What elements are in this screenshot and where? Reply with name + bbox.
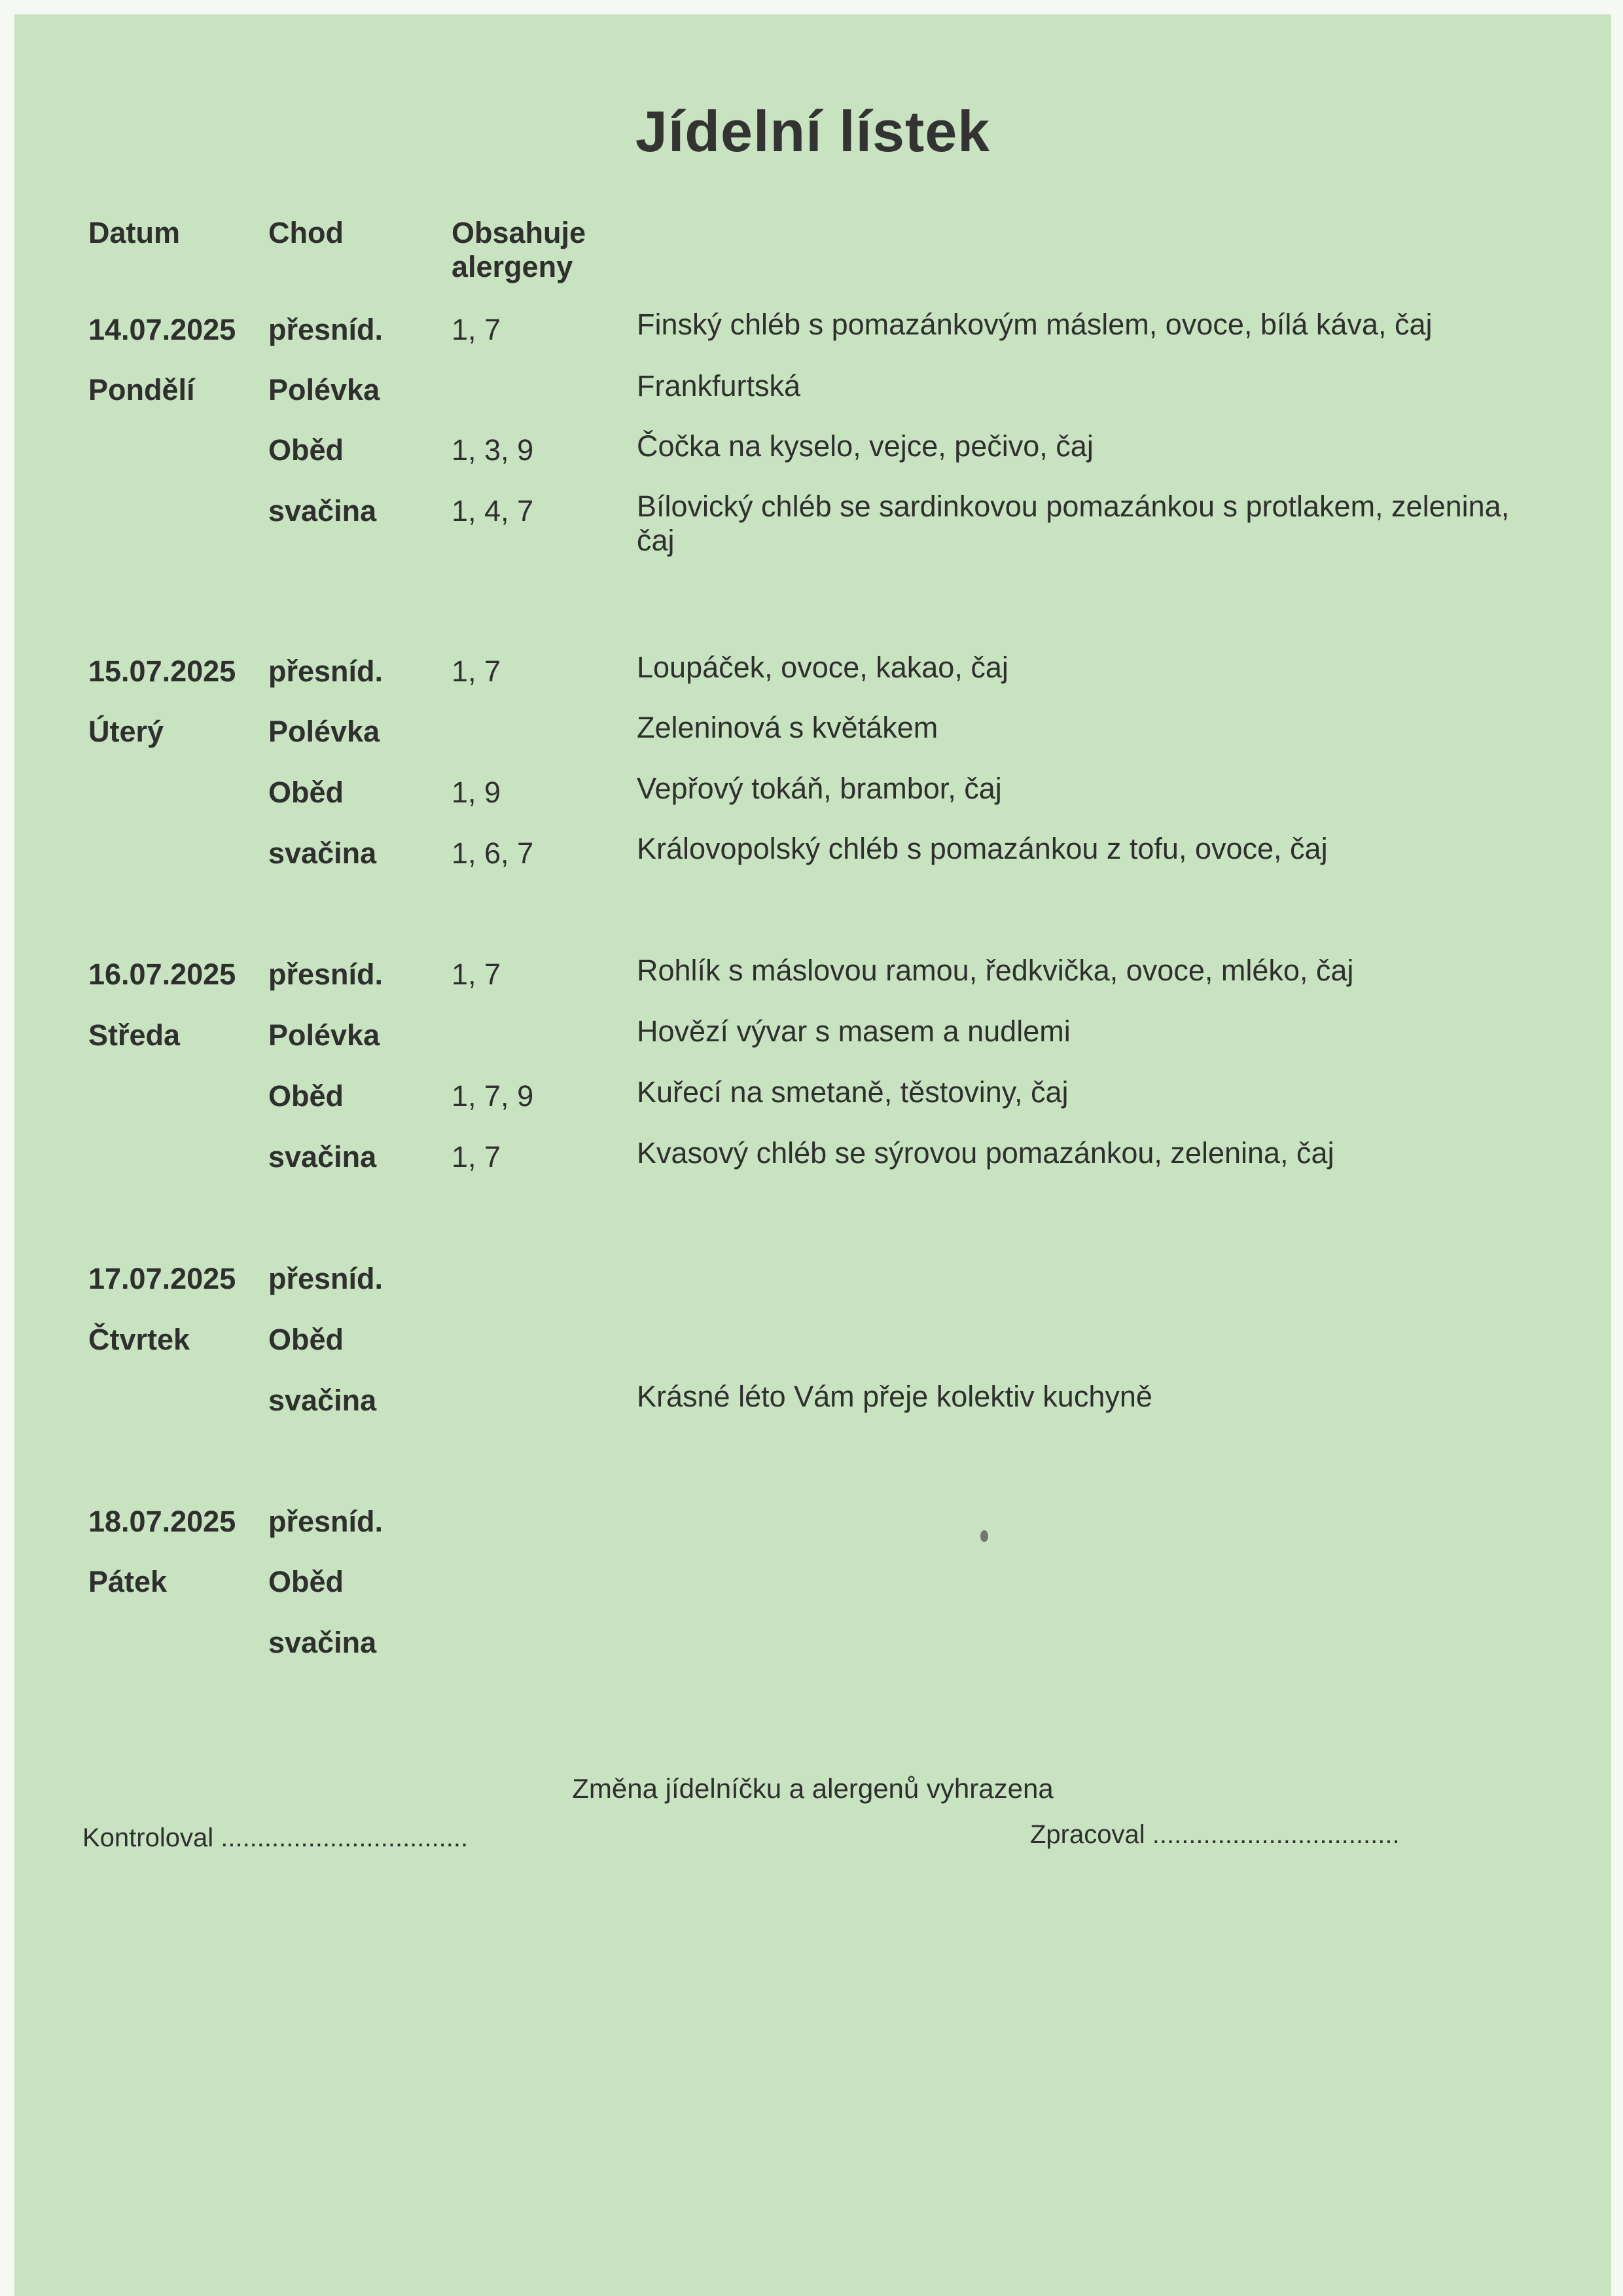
meal-food: Kuřecí na smetaně, těstoviny, čaj	[637, 1075, 1069, 1109]
meal-food: Frankfurtská	[637, 369, 801, 403]
header-allergens: Obsahuje alergeny	[452, 216, 586, 283]
meal-food: Loupáček, ovoce, kakao, čaj	[637, 651, 1008, 684]
day-weekday: Pondělí	[88, 373, 195, 406]
meal-allergens: 1, 7	[452, 958, 501, 991]
meal-food: Čočka na kyselo, vejce, pečivo, čaj	[637, 429, 1094, 463]
header-date: Datum	[88, 216, 181, 249]
day-weekday: Pátek	[88, 1565, 168, 1598]
meal-allergens: 1, 7	[452, 1140, 501, 1174]
menu-change-note: Změna jídelníčku a alergenů vyhrazena	[572, 1773, 1054, 1804]
meal-course: přesníd.	[268, 313, 383, 346]
meal-food: Krásné léto Vám přeje kolektiv kuchyně	[637, 1380, 1152, 1413]
meal-course: Polévka	[268, 1018, 380, 1052]
meal-course: svačina	[268, 494, 377, 528]
meal-course: Oběd	[268, 1565, 344, 1598]
page-title: Jídelní lístek	[635, 99, 991, 164]
meal-food: Bílovický chléb se sardinkovou pomazánkou s protlakem, zelenina, čaj	[637, 490, 1510, 557]
scan-speck	[980, 1530, 988, 1542]
day-weekday: Čtvrtek	[88, 1323, 190, 1356]
day-date: 18.07.2025	[88, 1505, 236, 1538]
meal-allergens: 1, 4, 7	[452, 494, 534, 528]
prepared-by-signature: Zpracoval ..................................	[1030, 1820, 1400, 1849]
meal-food: Finský chléb s pomazánkovým máslem, ovoce, bílá káva, čaj	[637, 308, 1433, 341]
meal-course: Oběd	[268, 1079, 344, 1113]
meal-course: přesníd.	[268, 958, 383, 991]
meal-course: přesníd.	[268, 655, 383, 688]
meal-food: Kvasový chléb se sýrovou pomazánkou, zelenina, čaj	[637, 1136, 1334, 1170]
meal-food: Zeleninová s květákem	[637, 711, 938, 744]
meal-allergens: 1, 7	[452, 313, 501, 346]
meal-course: Oběd	[268, 1323, 344, 1356]
checked-by-signature: Kontroloval ..................................	[82, 1823, 469, 1852]
meal-course: přesníd.	[268, 1262, 383, 1295]
day-weekday: Středa	[88, 1018, 181, 1052]
meal-allergens: 1, 3, 9	[452, 433, 534, 467]
meal-allergens: 1, 7	[452, 655, 501, 688]
day-weekday: Úterý	[88, 715, 164, 748]
meal-food: Vepřový tokáň, brambor, čaj	[637, 772, 1002, 805]
meal-food: Královopolský chléb s pomazánkou z tofu, ovoce, čaj	[637, 832, 1328, 865]
day-date: 15.07.2025	[88, 655, 236, 688]
menu-sheet	[14, 14, 1611, 2296]
meal-course: Oběd	[268, 776, 344, 809]
day-date: 14.07.2025	[88, 313, 236, 346]
meal-allergens: 1, 9	[452, 776, 501, 809]
meal-allergens: 1, 7, 9	[452, 1079, 534, 1113]
meal-course: svačina	[268, 1626, 377, 1659]
meal-food: Rohlík s máslovou ramou, ředkvička, ovoce, mléko, čaj	[637, 954, 1354, 987]
meal-course: přesníd.	[268, 1505, 383, 1538]
meal-course: Polévka	[268, 715, 380, 748]
meal-allergens: 1, 6, 7	[452, 836, 534, 870]
header-course: Chod	[268, 216, 344, 249]
day-date: 16.07.2025	[88, 958, 236, 991]
meal-course: Polévka	[268, 373, 380, 406]
meal-course: svačina	[268, 1384, 377, 1417]
meal-food: Hovězí vývar s masem a nudlemi	[637, 1014, 1071, 1048]
meal-course: svačina	[268, 836, 377, 870]
day-date: 17.07.2025	[88, 1262, 236, 1295]
meal-course: Oběd	[268, 433, 344, 467]
meal-course: svačina	[268, 1140, 377, 1174]
